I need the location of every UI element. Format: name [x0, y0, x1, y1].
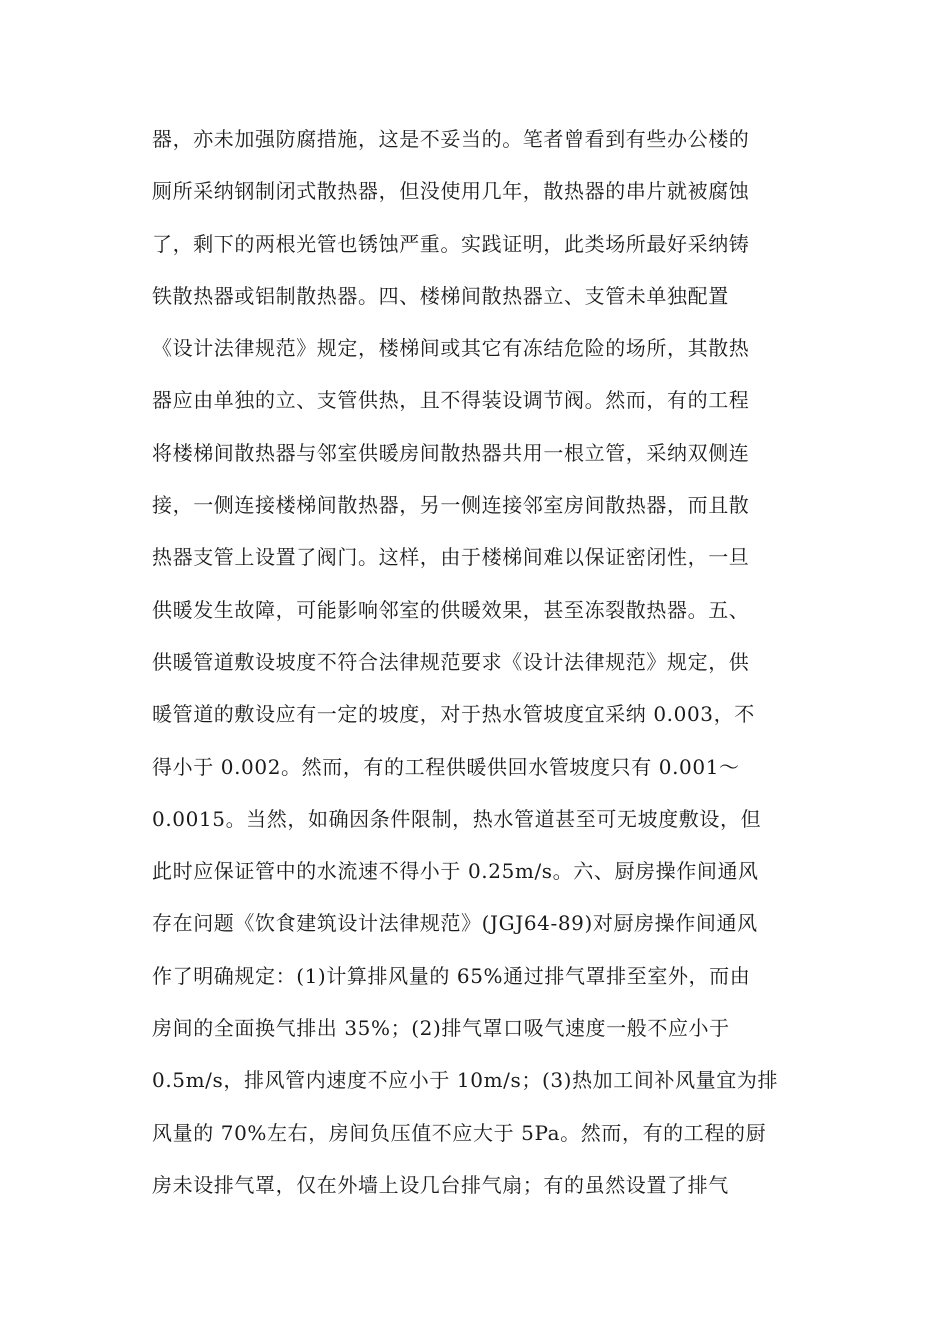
text-line: 铁散热器或铝制散热器。四、楼梯间散热器立、支管未单独配置 — [152, 283, 729, 308]
text-line: 《设计法律规范》规定，楼梯间或其它有冻结危险的场所，其散热 — [152, 336, 750, 361]
text-line: 得小于 0.002。然而，有的工程供暖供回水管坡度只有 0.001～ — [152, 754, 740, 779]
body-text — [152, 113, 812, 1211]
text-line: 了，剩下的两根光管也锈蚀严重。实践证明，此类场所最好采纳铸 — [152, 231, 750, 256]
text-line: 此时应保证管中的水流速不得小于 0.25m/s。六、厨房操作间通风 — [152, 859, 759, 884]
text-line: 供暖发生故障，可能影响邻室的供暖效果，甚至冻裂散热器。五、 — [152, 597, 750, 622]
text-line: 热器支管上设置了阀门。这样，由于楼梯间难以保证密闭性，一旦 — [152, 545, 750, 570]
text-line: 器应由单独的立、支管供热，且不得装设调节阀。然而，有的工程 — [152, 388, 750, 413]
text-line: 0.0015。当然，如确因条件限制，热水管道甚至可无坡度敷设，但 — [152, 806, 762, 831]
text-line: 将楼梯间散热器与邻室供暖房间散热器共用一根立管，采纳双侧连 — [152, 440, 750, 465]
text-line: 风量的 70%左右，房间负压值不应大于 5Pa。然而，有的工程的厨 — [152, 1120, 767, 1145]
text-line: 供暖管道敷设坡度不符合法律规范要求《设计法律规范》规定，供 — [152, 649, 750, 674]
text-line: 接，一侧连接楼梯间散热器，另一侧连接邻室房间散热器，而且散 — [152, 493, 750, 518]
text-line: 厕所采纳钢制闭式散热器，但没使用几年，散热器的串片就被腐蚀 — [152, 179, 750, 204]
text-line: 器，亦未加强防腐措施，这是不妥当的。笔者曾看到有些办公楼的 — [152, 127, 750, 151]
text-line: 存在问题《饮食建筑设计法律规范》(JGJ64-89)对厨房操作间通风 — [152, 911, 758, 936]
text-line: 作了明确规定：(1)计算排风量的 65%通过排气罩排至室外，而由 — [152, 963, 751, 988]
text-line: 暖管道的敷设应有一定的坡度，对于热水管坡度宜采纳 0.003，不 — [152, 702, 755, 727]
text-line: 房间的全面换气排出 35%；(2)排气罩口吸气速度一般不应小于 — [152, 1016, 730, 1041]
text-line: 0.5m/s，排风管内速度不应小于 10m/s；(3)热加工间补风量宜为排 — [152, 1068, 779, 1093]
text-line: 房未设排气罩，仅在外墙上设几台排气扇；有的虽然设置了排气 — [152, 1172, 729, 1197]
